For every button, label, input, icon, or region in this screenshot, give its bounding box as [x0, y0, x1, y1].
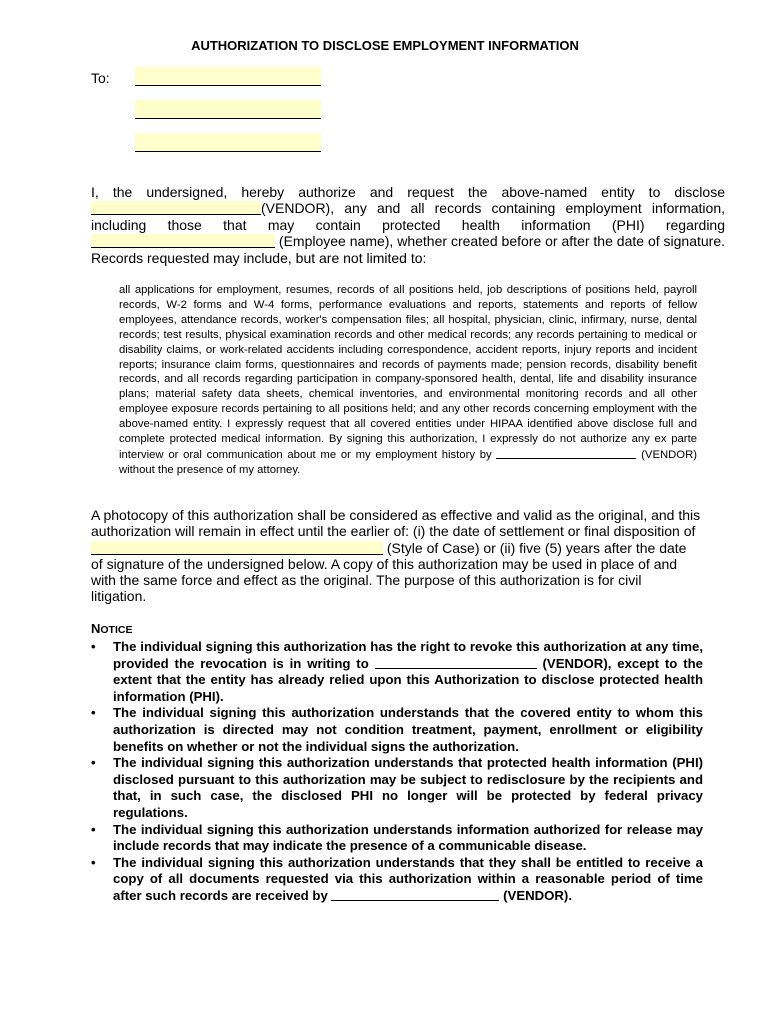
- notice-heading-rest: OTICE: [100, 624, 133, 636]
- records-received-vendor-blank[interactable]: [331, 888, 499, 901]
- para2-line2: authorization will remain in effect until the earlier of: (i) the date of settlement or final disposition of: [91, 523, 696, 540]
- validity-paragraph: [91, 507, 703, 605]
- para2-line1: A photocopy of this authorization shall be considered as effective and valid as the original, and this: [91, 507, 701, 523]
- to-label: To:: [91, 70, 110, 86]
- records-vendor-suffix: (VENDOR) without the presence of my attorney.: [119, 448, 698, 476]
- notice-item-copy: [91, 855, 703, 905]
- notice-item-redisclosure: [91, 755, 703, 821]
- records-list-text: all applications for employment, resumes, records of all positions held, job descriptions of positions held, payroll records, W-2 forms and W-4 forms, performance evaluations and reports, statements and reports of fellow employees, attendance records, worker's compensation files; all hospital, physician, clinic, infirmary, nurse, dental records; test results, physical examination records and other medical records; any records pertaining to medical or disability claims, or work-related accidents including correspondence, accident reports, injury reports and incident reports; insurance claim forms, questionnaires and records of payments made; pension records, disability benefit records, and all records regarding participation in company-sponsored health, dental, life and disability insurance plans; material safety data sheets, chemical inventories, and environmental monitoring records and all other employee exposure records pertaining to all positions held; and any other records concerning employment with the above-named entity. I expressly request that all covered entities under HIPAA identified above disclose full and complete protected medical information. By signing this authorization, I expressly do not authorize any ex parte interview or oral communication about me or my employment history by: [119, 284, 697, 461]
- document-title: AUTHORIZATION TO DISCLOSE EMPLOYMENT INFORMATION: [191, 38, 579, 53]
- notice-item5-text: The individual signing this authorization understands that they shall be entitled to receive a copy of all documents requested via this authorization within a reasonable period of time after such records are received by: [113, 854, 703, 903]
- style-of-case-field[interactable]: [91, 541, 383, 555]
- para1-text-start: I, the undersigned, hereby authorize and request the above-named entity to disclose: [91, 184, 725, 200]
- para2-style-label: (Style of Case) or (ii) five (5) years after the date: [386, 539, 687, 556]
- bullet-icon: •: [91, 755, 96, 771]
- notice-item3-text: The individual signing this authorization understands that protected health information (PHI) disclosed pursuant to this authorization may be subject to redisclosure by the recipients and that, in such case, the disclosed PHI no longer will be protected by federal privacy regulations.: [113, 755, 703, 820]
- para2-line4: of signature of the undersigned below. A copy of this authorization may be used in place of and: [91, 555, 678, 572]
- bullet-icon: •: [91, 821, 96, 837]
- notice-item-communicable: [91, 822, 703, 855]
- records-vendor-blank[interactable]: [496, 447, 636, 459]
- notice-item1-rest: (VENDOR), except to the extent that the entity has already relied upon this Authorization to disclose protected health information (PHI).: [113, 655, 704, 704]
- recipient-field-2[interactable]: [135, 100, 321, 119]
- notice-item-condition: [91, 705, 703, 755]
- notice-item4-text: The individual signing this authorization understands information authorized for release may include records that may indicate the presence of a communicable disease.: [113, 821, 703, 854]
- para2-line3: [91, 540, 703, 556]
- para1-employee-label: (Employee name), whether created before or after the date of signature. Records requested may include, but are not limited to:: [91, 233, 726, 266]
- notice-item1-text: The individual signing this authorization has the right to revoke this authorization at any time, provided the revocation is in writing to: [113, 639, 703, 671]
- bullet-icon: •: [91, 639, 96, 654]
- employee-name-field[interactable]: [91, 234, 275, 248]
- notice-item-revoke: [91, 639, 703, 705]
- bullet-icon: •: [91, 705, 96, 721]
- authorization-paragraph: [91, 184, 725, 266]
- notice-heading-initial: N: [91, 621, 101, 636]
- vendor-name-field[interactable]: [91, 201, 261, 215]
- notice-heading: [91, 621, 132, 636]
- notice-list: [91, 639, 703, 905]
- records-list: [119, 283, 697, 478]
- recipient-field-1[interactable]: [135, 67, 321, 86]
- notice-item5-rest: (VENDOR).: [503, 887, 572, 903]
- para2-line6: litigation.: [91, 588, 147, 605]
- recipient-field-3[interactable]: [135, 133, 321, 152]
- para2-line5: with the same force and effect as the original. The purpose of this authorization is for civil: [91, 572, 642, 589]
- revocation-vendor-blank[interactable]: [375, 656, 537, 669]
- notice-item2-text: The individual signing this authorization understands that the covered entity to whom this authorization is directed may not condition treatment, payment, enrollment or eligibility benefits on whether or not the individual signs the authorization.: [113, 705, 703, 754]
- para1-vendor-label: (VENDOR), any and all records containing employment information, including those that may contain protected health information (PHI) regarding: [91, 200, 725, 233]
- bullet-icon: •: [91, 854, 96, 870]
